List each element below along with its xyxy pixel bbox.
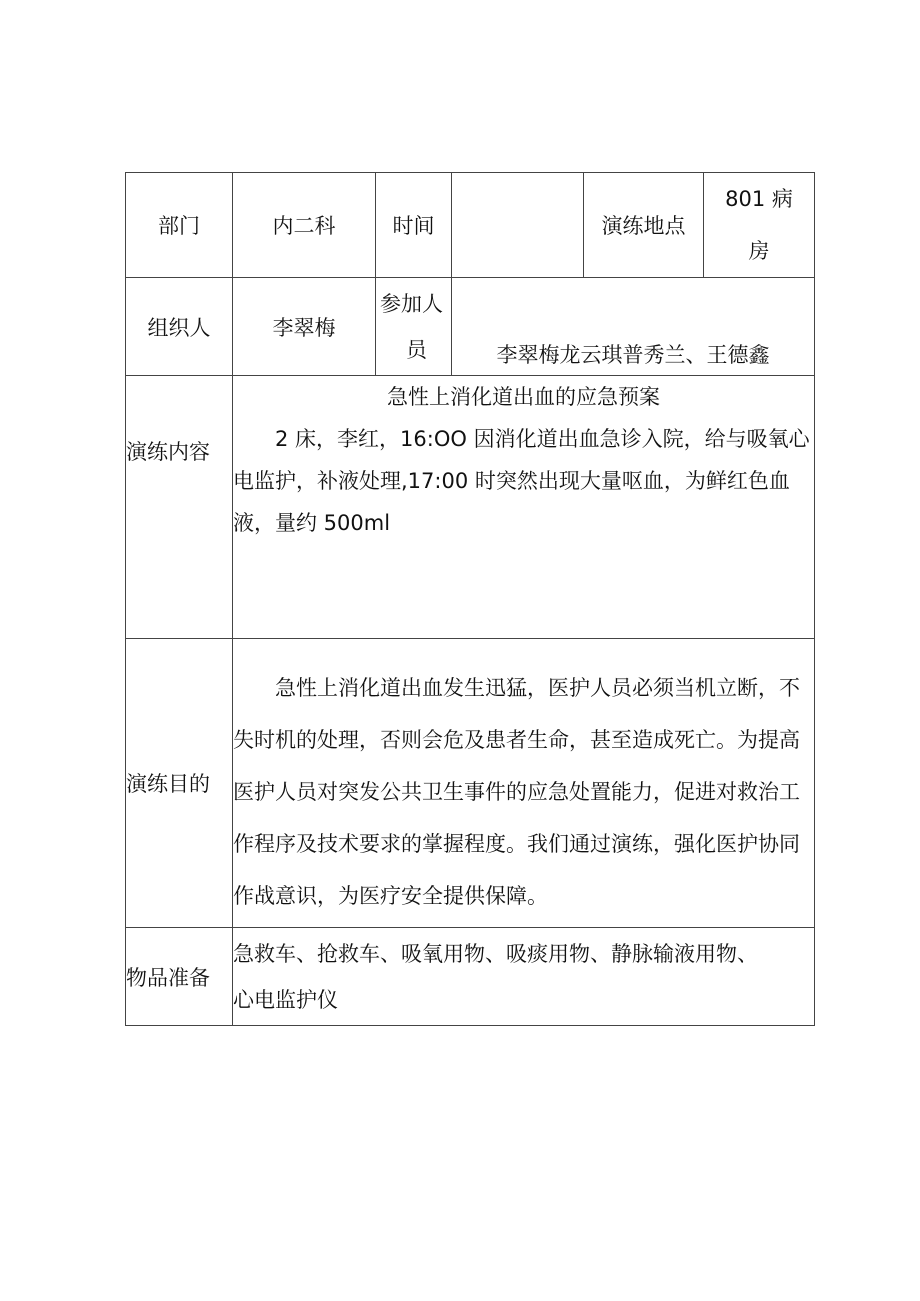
organizer-value: 李翠梅 <box>233 278 376 376</box>
participants-value: 李翠梅龙云琪普秀兰、王德鑫 <box>452 278 815 376</box>
items-label: 物品准备 <box>126 928 233 1026</box>
row-organizer <box>126 278 815 376</box>
purpose-cell <box>233 639 815 928</box>
location-label: 演练地点 <box>584 173 704 278</box>
content-text: 2 床，李红，16:OO 因消化道出血急诊入院，给与吸氧心电监护，补液处理,17:00 时突然出现大量呕血，为鲜红色血液，量约 500ml <box>233 427 810 535</box>
purpose-text: 急性上消化道出血发生迅猛，医护人员必须当机立断，不失时机的处理，否则会危及患者生命，甚至造成死亡。为提高医护人员对突发公共卫生事件的应急处置能力，促进对救治工作程序及技术要求的掌握程度。我们通过演练，强化医护协同作战意识，为医疗安全提供保障。 <box>233 676 800 908</box>
content-title: 急性上消化道出血的应急预案 <box>387 385 660 409</box>
dept-value: 内二科 <box>233 173 376 278</box>
row-purpose <box>126 639 815 928</box>
time-label: 时间 <box>376 173 452 278</box>
row-department <box>126 173 815 278</box>
content-label: 演练内容 <box>126 376 233 639</box>
location-value-line1: 801 病 <box>725 187 793 211</box>
purpose-label: 演练目的 <box>126 639 233 928</box>
row-content <box>126 376 815 639</box>
drill-record-table <box>125 172 815 1026</box>
time-value <box>452 173 584 278</box>
content-cell <box>233 376 815 639</box>
participants-label-cell <box>376 278 452 376</box>
participants-label-line2: 员 <box>406 337 427 362</box>
location-value-line2: 房 <box>748 239 770 263</box>
location-value-cell <box>704 173 815 278</box>
participants-label-line1: 参加人 <box>380 291 443 316</box>
organizer-label: 组织人 <box>126 278 233 376</box>
row-items <box>126 928 815 1026</box>
items-text: 急救车、抢救车、吸氧用物、吸痰用物、静脉输液用物、心电监护仪 <box>233 941 758 1012</box>
items-cell <box>233 928 815 1026</box>
dept-label: 部门 <box>126 173 233 278</box>
